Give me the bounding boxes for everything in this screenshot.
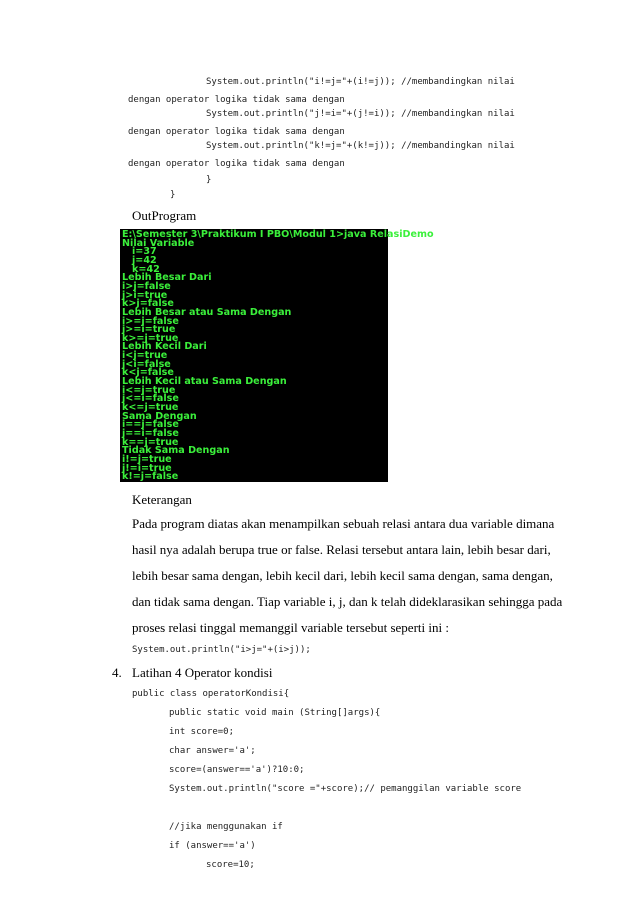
code-line: System.out.println("j!=i="+(j!=i)); //membandingkan nilai	[206, 109, 515, 119]
paragraph-line: hasil nya adalah berupa true or false. Relasi tersebut antara lain, lebih besar dari,	[132, 542, 551, 557]
console-line: k<j=false	[122, 367, 174, 379]
code-line: dengan operator logika tidak sama dengan	[128, 127, 345, 137]
console-line: i>=j=false	[122, 315, 179, 327]
console-line: k!=j=false	[122, 471, 179, 483]
console-line: Lebih Besar Dari	[122, 272, 212, 284]
console-line: i<j=true	[122, 350, 168, 362]
code-line: if (answer=='a')	[169, 841, 256, 851]
console-line: j>=i=true	[122, 324, 176, 336]
console-line: k>j=false	[122, 298, 174, 310]
code-line: dengan operator logika tidak sama dengan	[128, 95, 345, 105]
console-line: i=37	[122, 246, 157, 258]
console-line: k==j=true	[122, 436, 179, 448]
console-line: k<=j=true	[122, 402, 179, 413]
console-line: Lebih Kecil Dari	[122, 341, 207, 353]
console-line: Lebih Kecil atau Sama Dengan	[122, 376, 287, 388]
section-title: Latihan 4 Operator kondisi	[132, 665, 273, 680]
console-line: Lebih Besar atau Sama Dengan	[122, 306, 292, 318]
keterangan-heading: Keterangan	[132, 492, 192, 507]
code-line: System.out.println("k!=j="+(k!=j)); //membandingkan nilai	[206, 141, 515, 151]
console-line: j<i=false	[122, 358, 171, 370]
paragraph-line: Pada program diatas akan menampilkan sebuah relasi antara dua variable dimana	[132, 516, 555, 531]
code-line: public class operatorKondisi{	[132, 689, 290, 699]
code-line: dengan operator logika tidak sama dengan	[128, 159, 345, 169]
console-line: j=42	[122, 254, 157, 266]
outprogram-heading: OutProgram	[132, 208, 197, 223]
console-line: k=42	[122, 263, 160, 275]
console-line: j==i=false	[122, 427, 179, 439]
code-line: score=(answer=='a')?10:0;	[169, 765, 305, 775]
console-line: j!=i=true	[122, 462, 172, 474]
console-line: E:\Semester 3\Praktikum I PBO\Modul 1>java RelasiDemo	[122, 229, 434, 240]
console-line: i!=j=true	[122, 453, 172, 465]
code-line: public static void main (String[]args){	[169, 708, 381, 718]
console-screenshot	[120, 229, 434, 483]
code-line: //jika menggunakan if	[169, 822, 283, 832]
code-line: System.out.println("score ="+score);// pemanggilan variable score	[169, 784, 522, 794]
code-line: score=10;	[206, 860, 255, 870]
code-line: int score=0;	[169, 727, 235, 737]
console-line: i==j=false	[122, 419, 179, 431]
code-line: char answer='a';	[169, 746, 256, 756]
console-line: Sama Dengan	[122, 410, 197, 422]
paragraph-line: proses relasi tinggal memanggil variable tersebut seperti ini :	[132, 620, 449, 635]
paragraph-line: dan tidak sama dengan. Tiap variable i, j, dan k telah dideklarasikan sehingga pada	[132, 594, 563, 609]
section-number: 4.	[112, 665, 122, 680]
code-line: }	[206, 175, 212, 185]
console-line: Tidak Sama Dengan	[122, 445, 230, 457]
code-line: }	[170, 190, 176, 200]
console-line: k>=j=true	[122, 332, 179, 344]
code-line: System.out.println("i!=j="+(i!=j)); //membandingkan nilai	[206, 77, 515, 87]
console-line: j<=i=false	[122, 393, 179, 405]
console-line: i<=j=true	[122, 384, 176, 396]
paragraph-line: lebih besar sama dengan, lebih kecil dari, lebih kecil sama dengan, sama dengan,	[132, 568, 553, 583]
console-line: j>i=true	[122, 289, 168, 301]
console-line: Nilai Variable	[122, 237, 195, 249]
console-line: i>j=false	[122, 280, 171, 292]
example-code: System.out.println("i>j="+(i>j));	[132, 645, 311, 655]
